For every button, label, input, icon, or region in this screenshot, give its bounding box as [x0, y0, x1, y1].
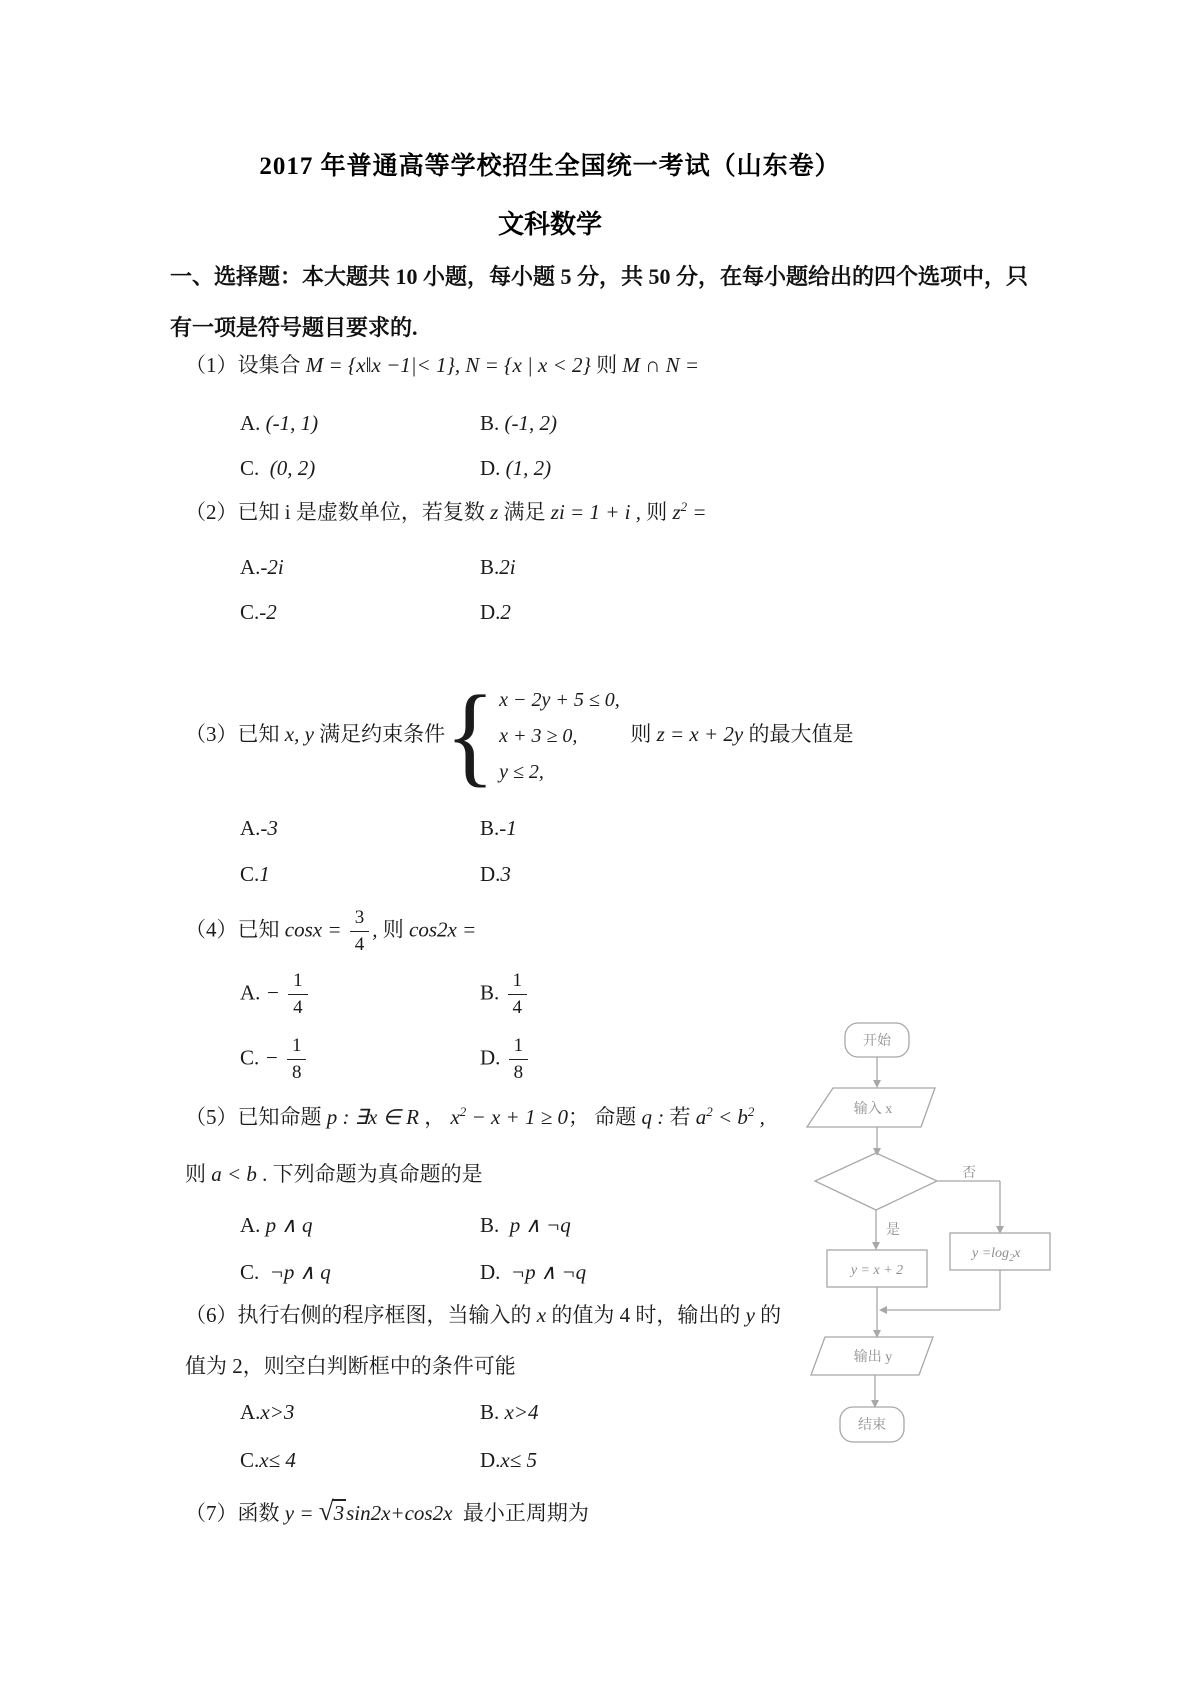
math-run: 2i [499, 555, 516, 579]
fraction [288, 969, 308, 1020]
math-run: − [260, 980, 286, 1005]
math-run: 2 [500, 600, 511, 624]
system-lines [499, 682, 620, 790]
option-label: D. [480, 1260, 501, 1284]
flowchart-output-label: 输出 y [853, 1350, 893, 1365]
option-label: B. [480, 1213, 500, 1237]
option [240, 1257, 331, 1287]
option-label: B. [480, 555, 500, 579]
option-label: A. [240, 1213, 261, 1237]
question-stem-line [185, 673, 854, 798]
text-run: 则 [646, 500, 668, 524]
system-line: x + 3 ≥ 0, [499, 725, 578, 747]
superscript: 2 [680, 499, 688, 514]
sqrt-expression [319, 1496, 346, 1528]
flowchart-input-label: 输入 x [853, 1102, 893, 1117]
option [480, 1034, 531, 1085]
option [480, 1445, 537, 1475]
math-run: = [687, 500, 707, 524]
math-run: sin2x+cos2x [346, 1501, 453, 1525]
math-run: − x + 1 ≥ 0 [466, 1105, 568, 1129]
math-run: x≤ 4 [259, 1448, 296, 1472]
fraction-numerator: 1 [287, 1034, 307, 1060]
question-stem-line [185, 1102, 765, 1132]
math-run: z [667, 500, 681, 524]
option-label: A. [240, 980, 261, 1005]
math-run: (1, 2) [500, 456, 552, 480]
math-run: , [754, 1105, 765, 1129]
option-label: D. [480, 600, 501, 624]
text-run: （3）已知 [185, 721, 285, 746]
math-run: (-1, 1) [260, 411, 319, 435]
radicand: 3 [333, 1501, 345, 1525]
option-label: B. [480, 411, 500, 435]
fraction-numerator: 1 [288, 969, 308, 995]
text-run: 值为 2，则空白判断框中的条件可能 [185, 1354, 516, 1378]
option-label: C. [240, 1448, 260, 1472]
system-line: x − 2y + 5 ≤ 0, [499, 689, 620, 711]
program-flowchart [740, 1010, 1070, 1450]
math-run [500, 1045, 505, 1069]
math-run: x≤ 5 [500, 1448, 538, 1472]
text-run: （4）已知 [185, 917, 280, 942]
math-run: -2 [259, 600, 277, 624]
option [480, 597, 511, 627]
math-run: q : [636, 1105, 670, 1129]
question-stem-line [185, 906, 476, 957]
fraction [287, 1034, 307, 1085]
question-stem-line [185, 1300, 781, 1330]
math-run: (0, 2) [259, 456, 316, 480]
text-run: 满足约束条件 [319, 721, 446, 746]
radical-sign: √ [318, 1496, 332, 1526]
math-run: 3 [500, 862, 511, 886]
text-run: （7）函数 [185, 1501, 280, 1525]
math-run: z [484, 500, 504, 524]
text-run: 则 [185, 1162, 206, 1186]
fraction-denominator: 8 [291, 1062, 302, 1083]
arrow-left-icon [879, 1306, 887, 1314]
math-run: x [450, 1105, 460, 1129]
option-label: D. [480, 1045, 501, 1070]
math-run: a < b [206, 1162, 263, 1186]
question-stem-line [185, 1159, 483, 1189]
math-run: x>4 [499, 1400, 539, 1424]
math-run: -2i [260, 555, 284, 579]
text-run: 则 [382, 917, 404, 942]
option [240, 1034, 309, 1085]
inequality-system [445, 673, 620, 798]
text-run: （5）已知命题 [185, 1105, 327, 1129]
text-run: ， [424, 1105, 451, 1129]
option [240, 408, 318, 438]
fraction-denominator: 4 [512, 997, 523, 1018]
math-run: < b [712, 1105, 748, 1129]
option-label: A. [240, 555, 261, 579]
flowchart-right-formula: $y =\log_2x$ [972, 1246, 1021, 1264]
option [240, 453, 315, 483]
flowchart-end-label: 结束 [858, 1418, 886, 1433]
math-run [499, 980, 504, 1004]
text-run: 则 [596, 353, 618, 377]
math-run: 1 [259, 862, 270, 886]
option-label: C. [240, 862, 260, 886]
math-run: − [259, 1045, 284, 1070]
fraction [350, 906, 370, 957]
option-label: A. [240, 1400, 261, 1424]
fraction [509, 1034, 529, 1085]
math-run: p ∧ ¬q [499, 1213, 571, 1237]
math-run: z = x + 2y [656, 721, 749, 746]
superscript: 2 [459, 1104, 467, 1119]
question-stem-line [185, 1496, 589, 1528]
math-run: ¬p ∧ q [259, 1260, 331, 1284]
math-run: a [690, 1105, 707, 1129]
math-run: y [745, 1303, 755, 1327]
math-run: y = [279, 1501, 319, 1525]
page-subtitle: 文科数学 [497, 210, 602, 239]
option [480, 1397, 539, 1427]
question-stem-line [185, 497, 707, 527]
option-label: B. [480, 816, 500, 840]
text-run: 的最大值是 [748, 721, 854, 746]
flowchart-yes-label: 是 [886, 1223, 900, 1238]
fraction-numerator: 3 [350, 906, 370, 932]
option [240, 597, 277, 627]
option [480, 969, 530, 1020]
arrow-down-icon [873, 1080, 881, 1088]
math-run: ¬p ∧ ¬q [500, 1260, 587, 1284]
fraction-numerator: 1 [509, 1034, 529, 1060]
option [480, 1210, 571, 1240]
option [240, 1397, 294, 1427]
option [480, 813, 517, 843]
math-run: x [536, 1303, 547, 1327]
text-run: （6）执行右侧的程序框图，当输入的 [185, 1303, 537, 1327]
text-run: 满足 [503, 500, 546, 524]
text-run: ； 命题 [567, 1105, 637, 1129]
fraction [508, 969, 528, 1020]
option [240, 969, 311, 1020]
text-run: 的 [754, 1303, 782, 1327]
option [480, 552, 516, 582]
text-run: 的值为 4 时，输出的 [546, 1303, 746, 1327]
page-title: 2017 年普通高等学校招生全国统一考试（山东卷） [259, 153, 841, 180]
option [480, 453, 551, 483]
text-run: . 下列命题为真命题的是 [262, 1162, 483, 1186]
math-run: M = {x‖x −1|< 1}, N = {x | x < 2} [300, 353, 597, 377]
left-brace: { [445, 673, 496, 798]
flowchart-decision-node [815, 1153, 937, 1210]
section-heading-line2: 有一项是符号题目要求的. [170, 315, 418, 340]
math-run: zi = 1 + i , [545, 500, 647, 524]
option-label: D. [480, 862, 501, 886]
option [240, 1210, 313, 1240]
fraction-denominator: 4 [354, 934, 365, 955]
question-stem-line [185, 350, 699, 380]
option [240, 813, 278, 843]
fraction-numerator: 1 [508, 969, 528, 995]
option-label: B. [480, 1400, 500, 1424]
math-run: -3 [260, 816, 278, 840]
option-label: C. [240, 1045, 260, 1070]
system-line: y ≤ 2, [499, 761, 544, 783]
question-stem-line [185, 1351, 516, 1381]
text-run: 则 [619, 721, 657, 746]
option-label: C. [240, 1260, 260, 1284]
flowchart-start-label: 开始 [863, 1034, 891, 1049]
option-label: A. [240, 816, 261, 840]
math-run: (-1, 2) [499, 411, 557, 435]
option-label: A. [240, 411, 261, 435]
flowchart-left-formula: y = x + 2 [850, 1263, 904, 1278]
fraction-denominator: 8 [513, 1062, 524, 1083]
text-run: 若 [669, 1105, 691, 1129]
flowchart-no-label: 否 [962, 1166, 976, 1181]
math-run: cos2x = [403, 917, 477, 942]
math-run: , [372, 917, 383, 942]
option [480, 1257, 586, 1287]
arrow-down-icon [872, 1242, 880, 1250]
math-run: x, y [284, 721, 320, 746]
math-run: x>3 [260, 1400, 295, 1424]
text-run: （1）设集合 [185, 353, 301, 377]
text-run: （2）已知 i 是虚数单位，若复数 [185, 500, 485, 524]
superscript: 2 [706, 1104, 713, 1119]
math-run: cosx = [279, 917, 347, 942]
math-run: M ∩ N = [617, 353, 700, 377]
superscript: 2 [747, 1104, 755, 1119]
option [240, 552, 284, 582]
option [480, 859, 511, 889]
option [240, 1445, 296, 1475]
math-run: -1 [499, 816, 517, 840]
option-label: C. [240, 456, 260, 480]
text-run: 最小正周期为 [452, 1501, 589, 1525]
option [240, 859, 270, 889]
math-run: p : ∃x ∈ R [326, 1105, 425, 1129]
option [480, 408, 557, 438]
fraction-denominator: 4 [293, 997, 303, 1018]
section-heading-line1: 一、选择题：本大题共 10 小题，每小题 5 分，共 50 分，在每小题给出的四个选项中，只 [170, 264, 1029, 289]
option-label: B. [480, 980, 500, 1005]
option-label: C. [240, 600, 260, 624]
option-label: D. [480, 1448, 501, 1472]
math-run: p ∧ q [260, 1213, 313, 1237]
option-label: D. [480, 456, 501, 480]
